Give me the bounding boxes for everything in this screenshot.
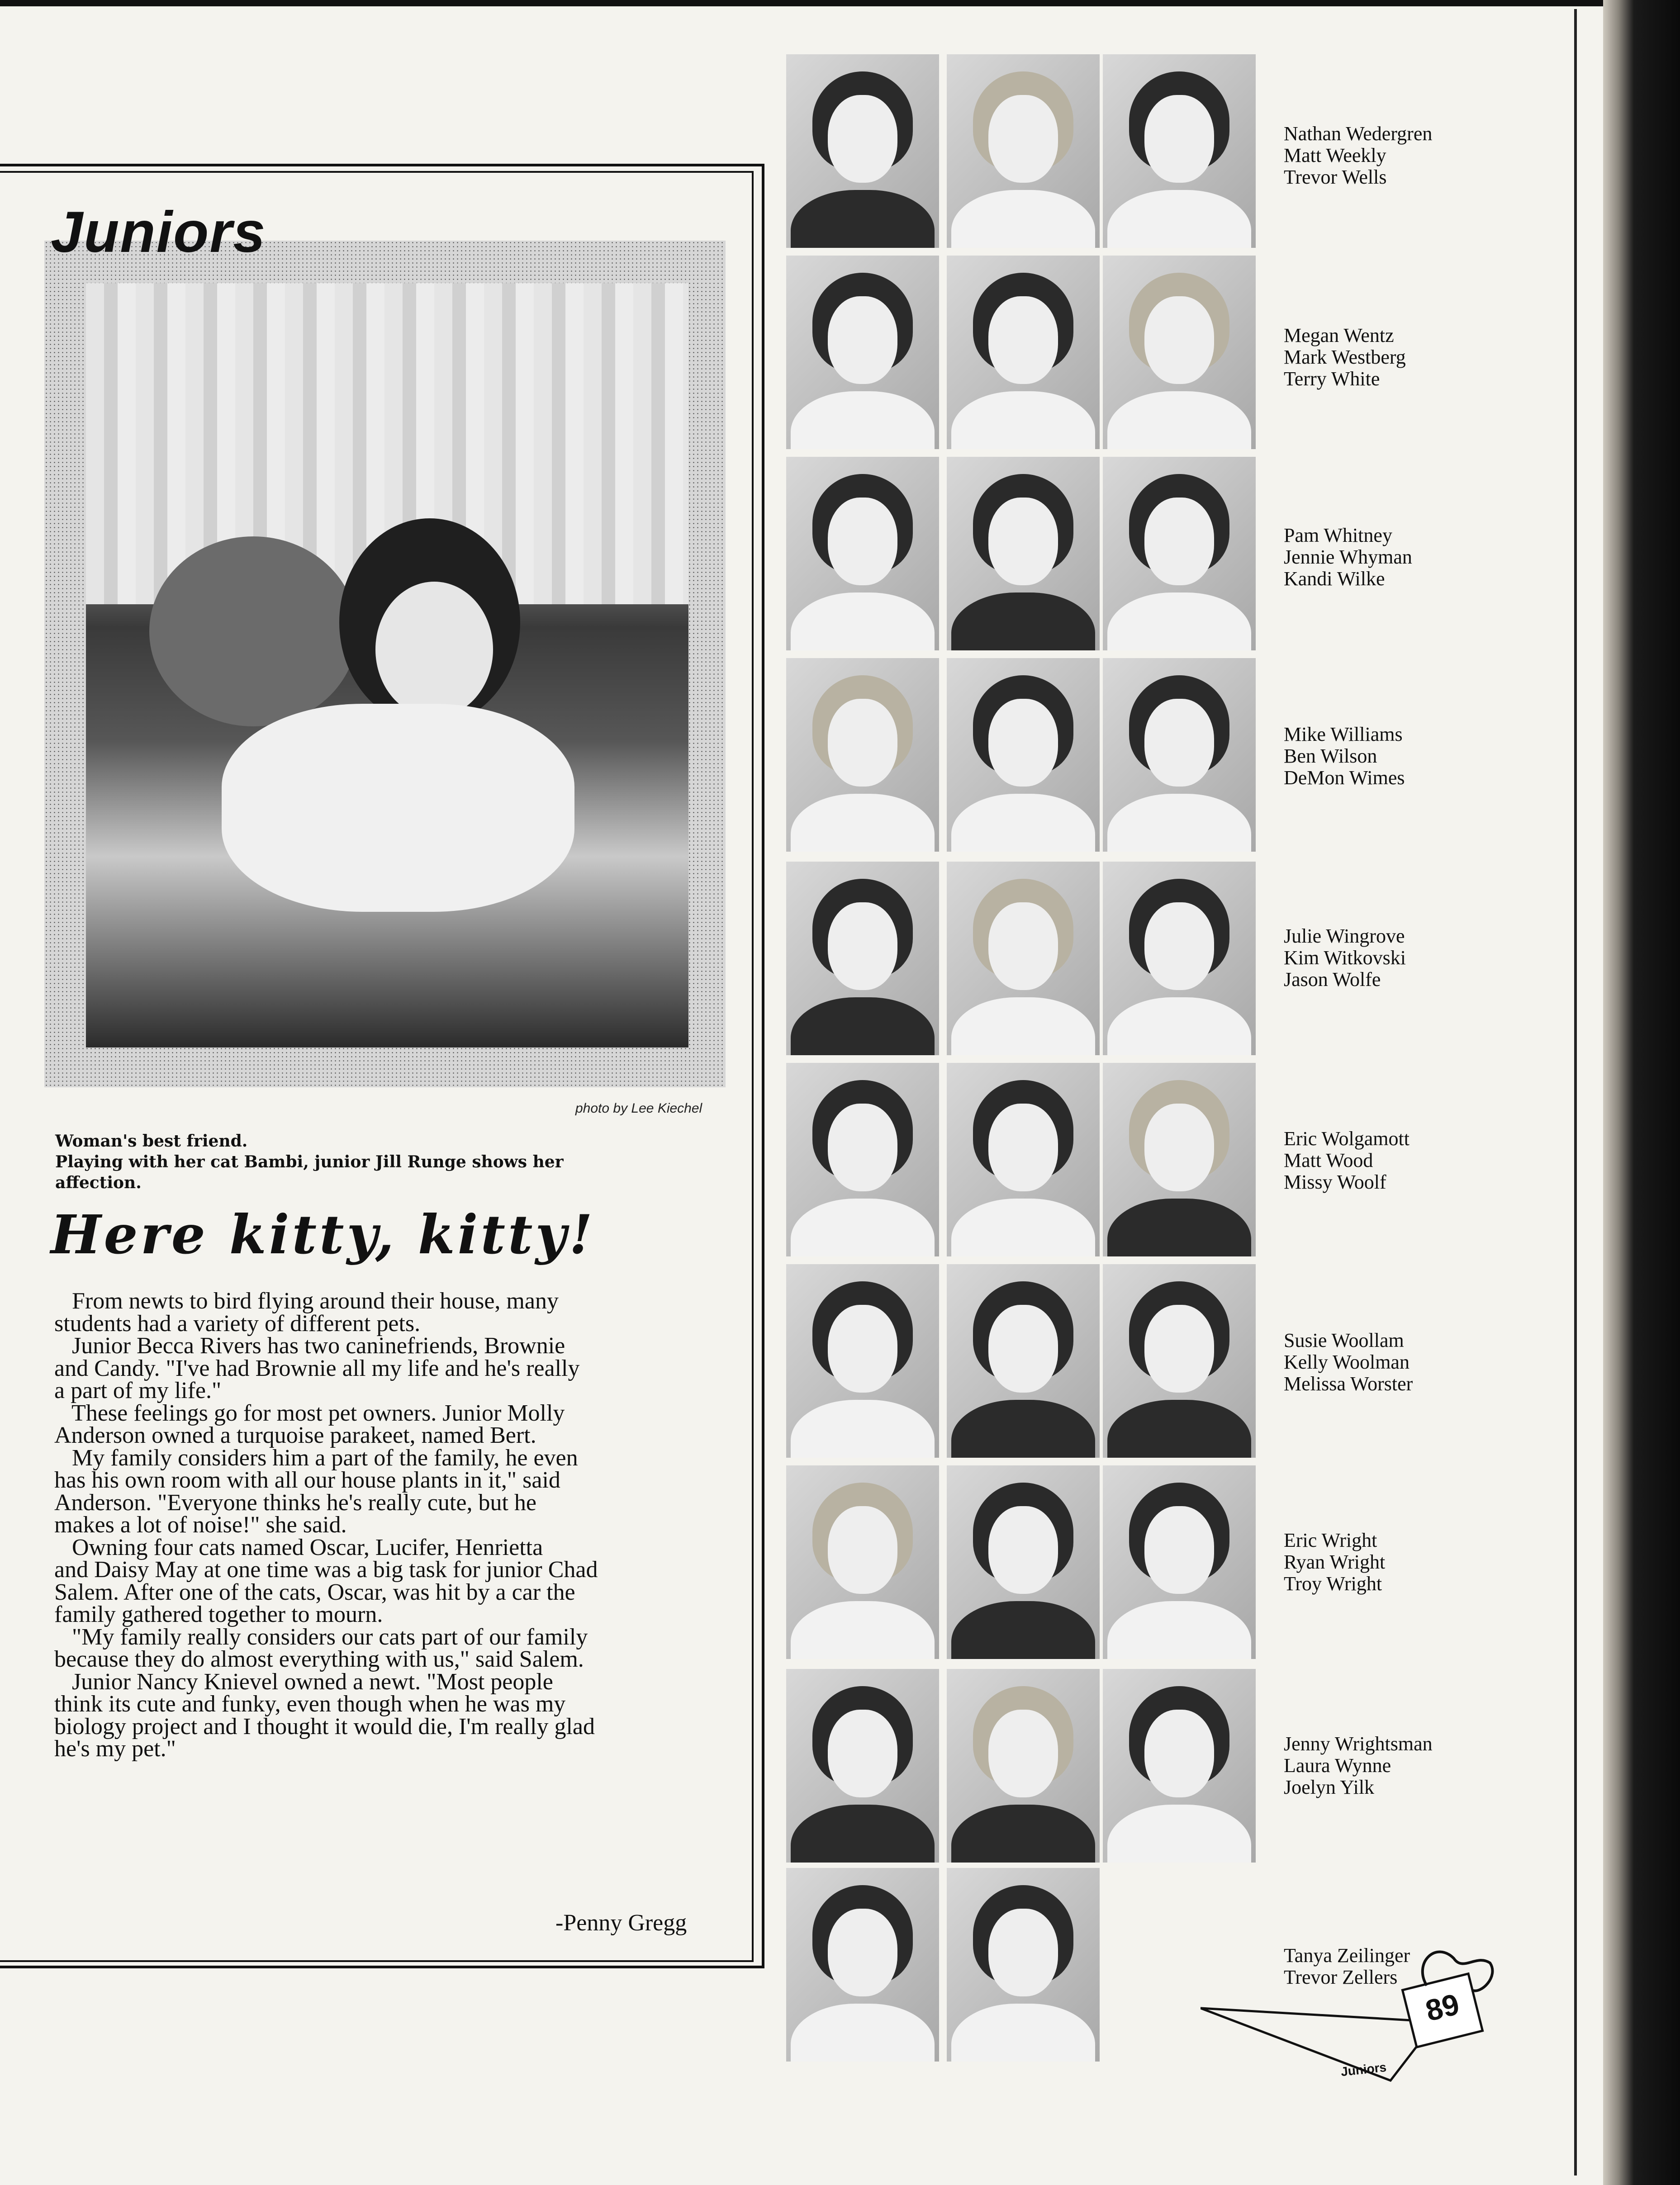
portrait-face — [1144, 1710, 1214, 1797]
story-line: Junior Nancy Knievel owned a newt. "Most people — [54, 1668, 553, 1695]
student-name: Joelyn Yilk — [1284, 1776, 1375, 1798]
portrait-names — [1284, 325, 1406, 390]
portrait-face — [988, 296, 1058, 384]
story-line: These feelings go for most pet owners. Junior Molly — [54, 1400, 565, 1426]
student-name: Melissa Worster — [1284, 1373, 1413, 1395]
portrait-face — [988, 95, 1058, 183]
student-name: Jenny Wrightsman — [1284, 1733, 1433, 1755]
student-portrait — [947, 54, 1100, 248]
portrait-names — [1284, 724, 1405, 789]
student-portrait — [786, 1264, 939, 1458]
student-portrait — [1103, 1465, 1256, 1659]
section-title: Juniors — [51, 200, 266, 265]
story-line: makes a lot of noise!" she said. — [54, 1512, 347, 1538]
caption-line: Playing with her cat Bambi, junior Jill Runge shows her — [55, 1152, 564, 1171]
portrait-face — [828, 1909, 897, 1996]
binding-edge — [1603, 0, 1680, 2185]
binding-line — [1574, 9, 1577, 2176]
portrait-face — [988, 1909, 1058, 1996]
student-name: Nathan Wedergren — [1284, 123, 1433, 145]
student-portrait — [1103, 457, 1256, 650]
portrait-face — [828, 1506, 897, 1594]
student-portrait — [786, 54, 939, 248]
student-portrait — [1103, 1264, 1256, 1458]
story-line: a part of my life." — [54, 1378, 222, 1403]
portrait-names — [1284, 1530, 1385, 1595]
portrait-face — [1144, 95, 1214, 183]
portrait-face — [1144, 1506, 1214, 1594]
story-line: Owning four cats named Oscar, Lucifer, Henrietta — [54, 1534, 543, 1560]
student-name: Eric Wright — [1284, 1529, 1377, 1551]
student-name: Pam Whitney — [1284, 524, 1392, 546]
portrait-face — [828, 1104, 897, 1191]
portrait-face — [1144, 902, 1214, 990]
student-name: Missy Woolf — [1284, 1171, 1386, 1193]
portrait-face — [988, 1104, 1058, 1191]
story-line: Salem. After one of the cats, Oscar, was hit by a car the — [54, 1579, 575, 1605]
student-portrait — [786, 1868, 939, 2062]
portrait-face — [1144, 498, 1214, 585]
student-portrait — [947, 862, 1100, 1055]
student-portrait — [947, 658, 1100, 852]
student-name: Ryan Wright — [1284, 1551, 1386, 1573]
student-portrait — [947, 1264, 1100, 1458]
portrait-face — [828, 296, 897, 384]
caption-title: Woman's best friend. — [55, 1132, 248, 1151]
student-name: DeMon Wimes — [1284, 767, 1405, 789]
feature-photo — [86, 283, 688, 1047]
portrait-names — [1284, 123, 1432, 188]
student-name: Mark Westberg — [1284, 346, 1406, 368]
student-name: Jason Wolfe — [1284, 968, 1381, 991]
student-name: Kelly Woolman — [1284, 1351, 1409, 1373]
portrait-face — [828, 1710, 897, 1797]
story-line: family gathered together to mourn. — [54, 1602, 383, 1627]
student-portrait — [786, 457, 939, 650]
student-portrait — [786, 658, 939, 852]
story-line: Anderson owned a turquoise parakeet, named Bert. — [54, 1422, 536, 1448]
student-name: Kandi Wilke — [1284, 568, 1385, 590]
student-portrait — [1103, 256, 1256, 449]
student-name: Matt Weekly — [1284, 144, 1386, 166]
portrait-face — [988, 1506, 1058, 1594]
portrait-face — [1144, 699, 1214, 787]
student-portrait — [947, 1669, 1100, 1863]
student-portrait — [947, 1063, 1100, 1256]
portrait-face — [828, 1305, 897, 1393]
student-name: Troy Wright — [1284, 1573, 1382, 1595]
student-portrait — [786, 1063, 939, 1256]
story-line: Anderson. "Everyone thinks he's really cute, but he — [54, 1489, 536, 1516]
story-headline: Here kitty, kitty! — [51, 1203, 595, 1266]
sweater-shape — [222, 704, 574, 912]
student-name: Susie Woollam — [1284, 1329, 1404, 1351]
portrait-face — [828, 95, 897, 183]
student-portrait — [1103, 658, 1256, 852]
student-name: Megan Wentz — [1284, 324, 1394, 346]
student-portrait — [947, 256, 1100, 449]
portrait-face — [988, 1305, 1058, 1393]
story-line: has his own room with all our house plants in it," said — [54, 1467, 560, 1493]
student-name: Eric Wolgamott — [1284, 1128, 1409, 1150]
story-line: and Candy. "I've had Brownie all my life and he's really — [54, 1355, 580, 1381]
portrait-face — [988, 1710, 1058, 1797]
page-number: 89 — [1422, 1987, 1463, 2028]
portrait-face — [828, 902, 897, 990]
byline: -Penny Gregg — [555, 1910, 687, 1936]
story-line: From newts to bird flying around their house, many — [54, 1288, 559, 1314]
student-name: Julie Wingrove — [1284, 925, 1405, 947]
student-portrait — [786, 1669, 939, 1863]
story-line: he's my pet." — [54, 1736, 176, 1762]
portrait-names — [1284, 1733, 1433, 1798]
student-portrait — [1103, 862, 1256, 1055]
footer-label: Juniors — [1340, 2060, 1387, 2079]
portrait-names — [1284, 1330, 1413, 1395]
student-portrait — [947, 1465, 1100, 1659]
portrait-face — [1144, 1104, 1214, 1191]
student-portrait — [786, 862, 939, 1055]
story-line: biology project and I thought it would die, I'm really glad — [54, 1713, 595, 1739]
student-name: Trevor Zellers — [1284, 1966, 1398, 1988]
student-name: Mike Williams — [1284, 723, 1403, 745]
story-line: students had a variety of different pets. — [54, 1310, 421, 1337]
portrait-face — [1144, 1305, 1214, 1393]
story-line: My family considers him a part of the family, he even — [54, 1445, 578, 1471]
student-name: Ben Wilson — [1284, 745, 1377, 767]
student-portrait — [1103, 1063, 1256, 1256]
story-line: and Daisy May at one time was a big task for junior Chad — [54, 1557, 598, 1583]
student-portrait — [786, 1465, 939, 1659]
student-name: Tanya Zeilinger — [1284, 1944, 1410, 1967]
portrait-face — [828, 498, 897, 585]
student-portrait — [947, 457, 1100, 650]
portrait-names — [1284, 925, 1406, 991]
photo-caption — [55, 1131, 688, 1193]
photo-credit: photo by Lee Kiechel — [575, 1101, 702, 1116]
student-name: Terry White — [1284, 368, 1380, 390]
student-name: Jennie Whyman — [1284, 546, 1412, 568]
student-name: Trevor Wells — [1284, 166, 1387, 188]
story-line: think its cute and funky, even though when he was my — [54, 1691, 566, 1717]
cat-shape — [149, 536, 357, 726]
story-line: "My family really considers our cats part of our family — [54, 1624, 588, 1650]
student-portrait — [1103, 1669, 1256, 1863]
portrait-face — [988, 498, 1058, 585]
story-body — [54, 1290, 718, 1760]
student-name: Kim Witkovski — [1284, 947, 1406, 969]
portrait-face — [828, 699, 897, 787]
student-portrait — [1103, 54, 1256, 248]
student-portrait — [786, 256, 939, 449]
portrait-face — [1144, 296, 1214, 384]
girl-face-shape — [375, 582, 493, 717]
portrait-face — [988, 699, 1058, 787]
student-portrait — [947, 1868, 1100, 2062]
portrait-names — [1284, 1128, 1409, 1193]
story-line: because they do almost everything with us," said Salem. — [54, 1646, 584, 1672]
student-name: Matt Wood — [1284, 1149, 1373, 1171]
portrait-names — [1284, 525, 1412, 590]
top-edge — [0, 0, 1680, 6]
portrait-face — [988, 902, 1058, 990]
student-name: Laura Wynne — [1284, 1754, 1391, 1777]
story-line: Junior Becca Rivers has two caninefriends, Brownie — [54, 1333, 565, 1359]
caption-line: affection. — [55, 1173, 142, 1192]
